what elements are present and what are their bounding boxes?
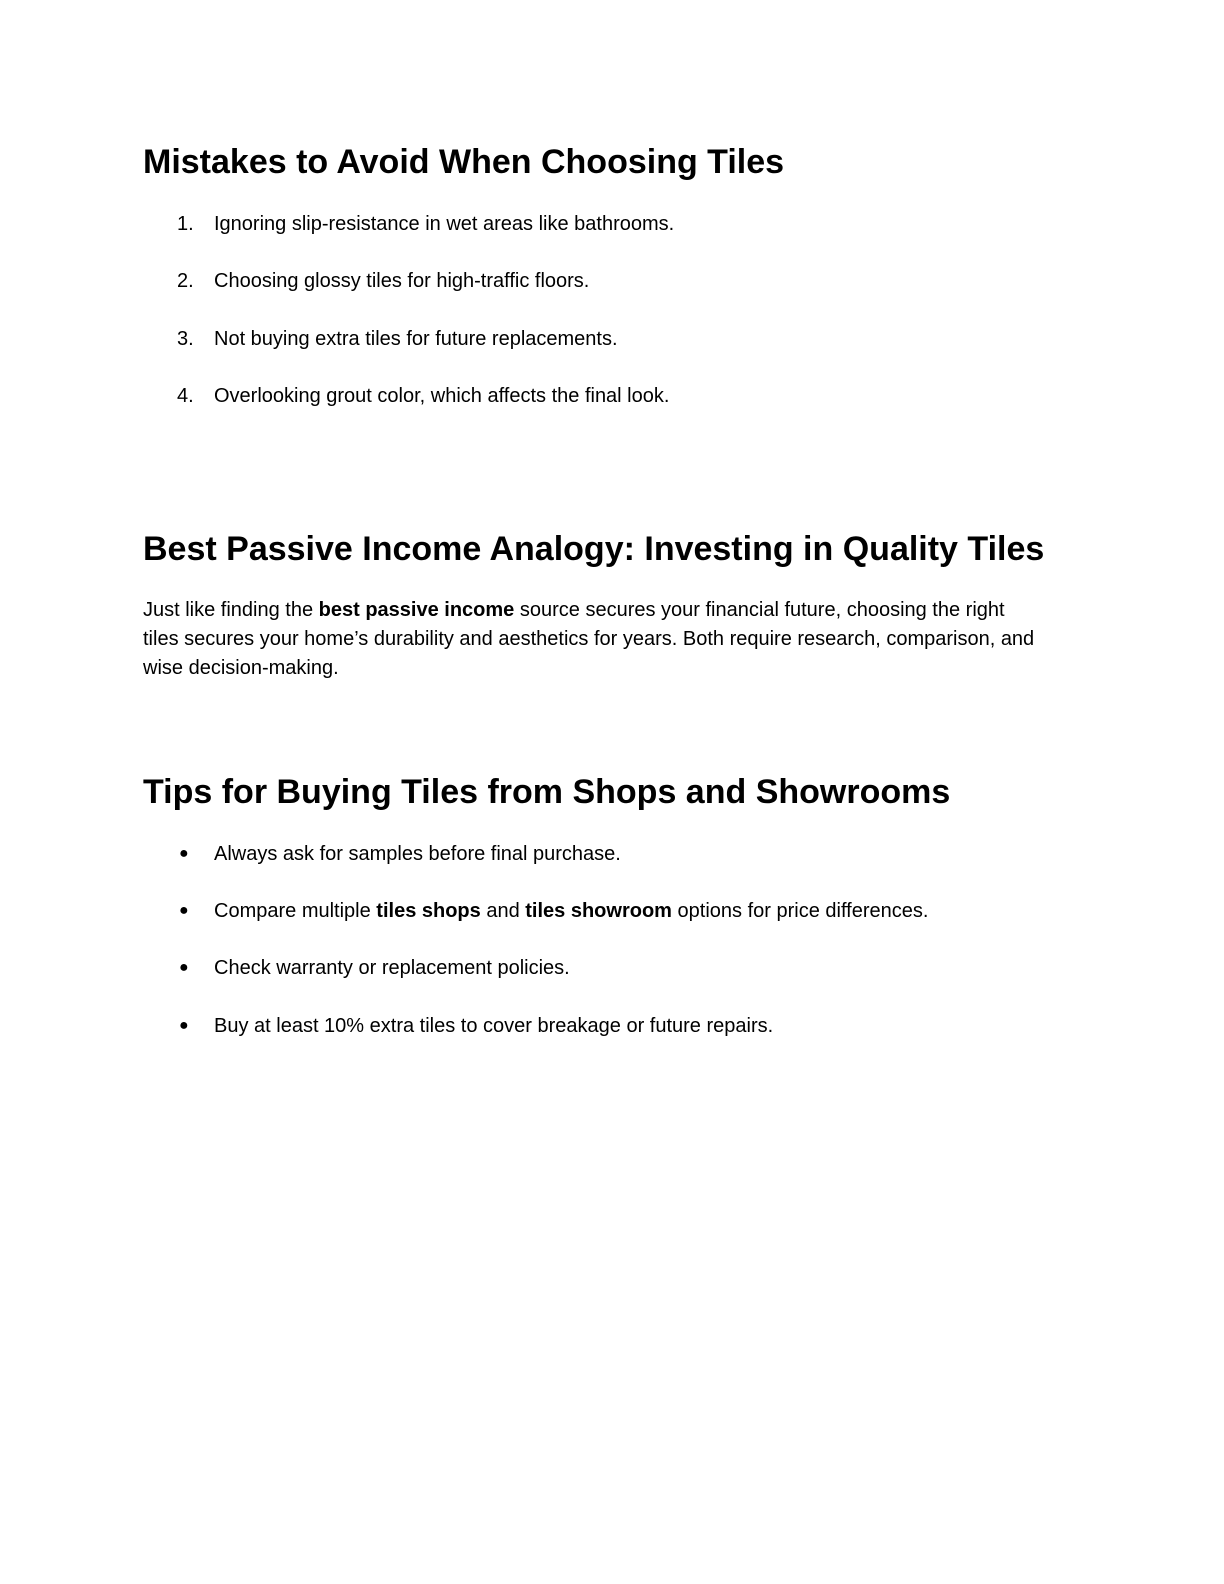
list-item-text: Ignoring slip-resistance in wet areas like bathrooms. <box>214 213 675 235</box>
document-page <box>143 0 1083 1584</box>
list-item-text: Always ask for samples before final purchase. <box>214 843 621 865</box>
analogy-paragraph <box>143 596 1043 683</box>
bullet-icon: ● <box>179 959 189 976</box>
tips-list-item <box>143 839 1083 869</box>
mistakes-list-item <box>143 324 1083 354</box>
list-item-text-part: and <box>480 900 526 922</box>
tips-list-item <box>143 953 1083 983</box>
tips-list-item <box>143 896 1083 926</box>
bullet-icon: ● <box>179 902 189 919</box>
list-item-text: Not buying extra tiles for future replacements. <box>214 328 618 350</box>
paragraph-text: Just like finding the <box>143 599 319 621</box>
paragraph-text: source secures your financial future, choosing the right tiles secures your home’s durability and aesthetics for years. Both require research, comparison, and wise decision-making. <box>143 599 1035 679</box>
list-number: 3. <box>177 328 194 350</box>
list-item-text-part: Compare multiple <box>214 900 377 922</box>
list-item-text: Buy at least 10% extra tiles to cover breakage or future repairs. <box>214 1015 774 1037</box>
list-item-text: Choosing glossy tiles for high-traffic floors. <box>214 270 590 292</box>
list-number: 4. <box>177 385 194 407</box>
list-number: 2. <box>177 270 194 292</box>
bold-keyword-tiles-shops: tiles shops <box>376 900 481 922</box>
bullet-icon: ● <box>179 1017 189 1034</box>
mistakes-list-item <box>143 209 1083 239</box>
mistakes-heading: Mistakes to Avoid When Choosing Tiles <box>143 143 785 181</box>
list-item-text-part: options for price differences. <box>671 900 929 922</box>
list-item-text <box>214 896 928 926</box>
mistakes-list-item <box>143 266 1083 296</box>
list-item-text: Overlooking grout color, which affects the final look. <box>214 385 670 407</box>
list-item-text: Check warranty or replacement policies. <box>214 957 570 979</box>
list-number: 1. <box>177 213 194 235</box>
tips-list-item <box>143 1011 1083 1041</box>
bullet-icon: ● <box>179 845 189 862</box>
tips-heading: Tips for Buying Tiles from Shops and Showrooms <box>143 773 951 811</box>
analogy-heading: Best Passive Income Analogy: Investing in Quality Tiles <box>143 530 1045 568</box>
mistakes-list-item <box>143 381 1083 411</box>
bold-keyword-tiles-showroom: tiles showroom <box>525 900 672 922</box>
bold-keyword-best-passive-income: best passive income <box>318 599 515 621</box>
